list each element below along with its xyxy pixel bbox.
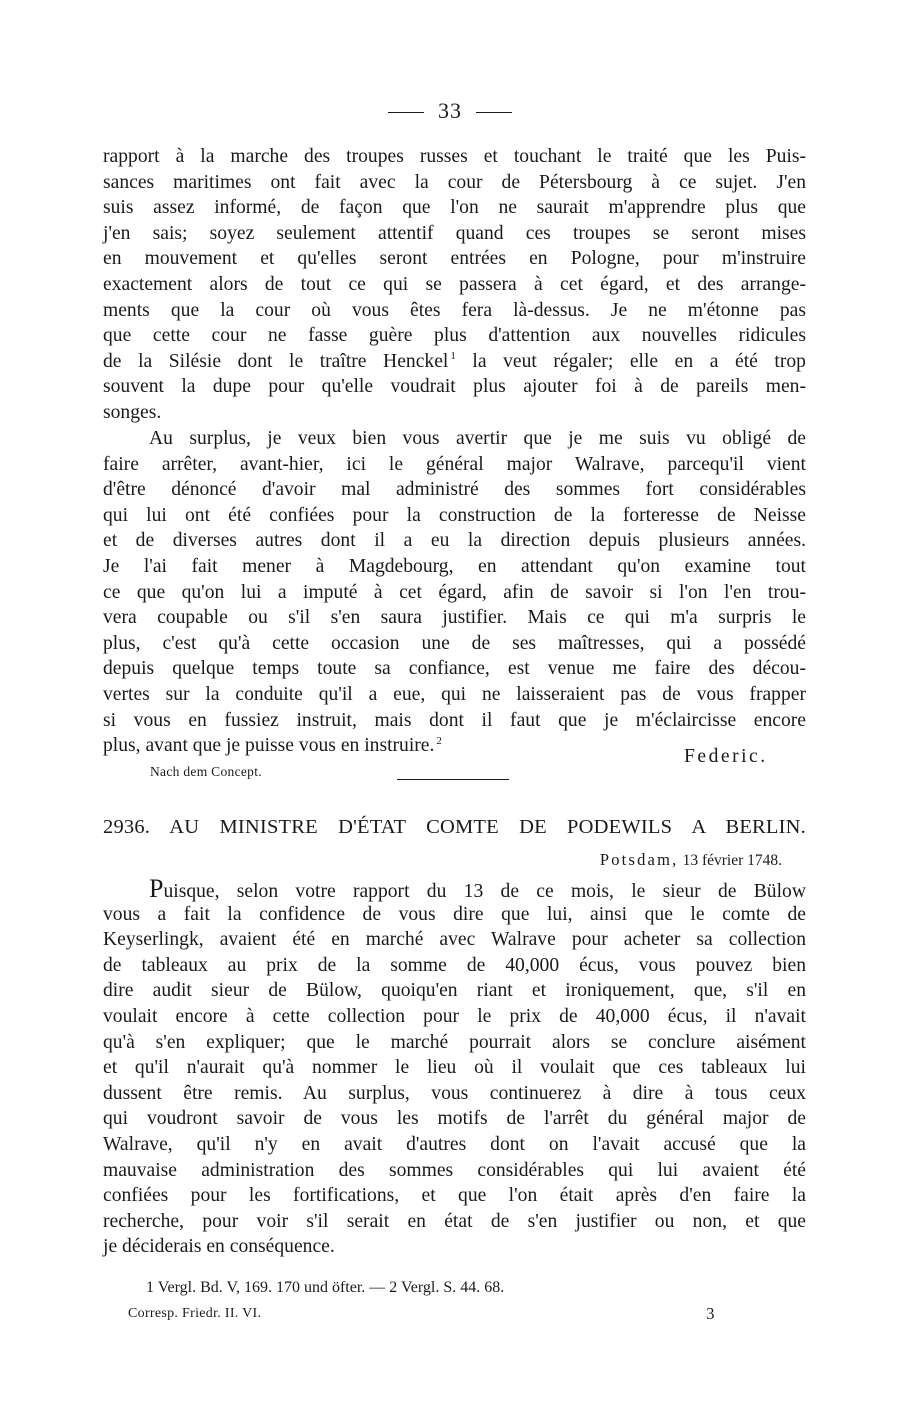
text-line: dussent être remis. Au surplus, vous continuerez à dire à tous ceux: [103, 1082, 806, 1104]
page-header: [0, 98, 900, 124]
text-line: qu'à s'en expliquer; que le marché pourrait alors se conclure aisément: [103, 1031, 806, 1053]
text-line: confiées pour les fortifications, et que l'on était après d'en faire la: [103, 1185, 806, 1207]
text-line: songes.: [103, 401, 162, 423]
footer-signature: Corresp. Friedr. II. VI.: [128, 1306, 262, 1321]
text-line: vera coupable ou s'il s'en saura justifier. Mais ce qui m'a surpris le: [103, 607, 806, 629]
text-line-with-dropcap: [103, 876, 806, 902]
text-line: dire audit sieur de Bülow, quoiqu'en riant et ironiquement, que, s'il en: [103, 980, 806, 1002]
signature: Federic.: [684, 746, 768, 767]
text-line: souvent la dupe pour qu'elle voudrait plus ajouter foi à de pareils men-: [103, 376, 806, 398]
text-line: sances maritimes ont fait avec la cour de Pétersbourg à ce sujet. J'en: [103, 171, 806, 193]
drop-cap: P: [149, 874, 164, 903]
dateline-date: 13 février 1748.: [682, 852, 782, 869]
footnote-marker: 1: [450, 350, 456, 363]
text-line: exactement alors de tout ce qui se passera à cet égard, et des arrange-: [103, 273, 806, 295]
text-line: en mouvement et qu'elles seront entrées en Pologne, pour m'instruire: [103, 248, 806, 270]
text-line: que cette cour ne fasse guère plus d'attention aux nouvelles ridicules: [103, 325, 806, 347]
text-line: vertes sur la conduite qu'il a eue, qui ne laisseraient pas de vous frapper: [103, 683, 806, 705]
text-line: et de diverses autres dont il a eu la direction depuis plusieurs années.: [103, 530, 806, 552]
paragraph-3: [103, 876, 806, 1260]
text-line: j'en sais; soyez seulement attentif quand ces troupes se seront mises: [103, 222, 806, 244]
text-line: mauvaise administration des sommes considérables qui lui avaient été: [103, 1159, 806, 1181]
text-line: suis assez informé, de façon que l'on ne saurait m'apprendre plus que: [103, 197, 806, 219]
text-line: Je l'ai fait mener à Magdebourg, en attendant qu'on examine tout: [103, 555, 806, 577]
text-line: qui voudront savoir de vous les motifs de l'arrêt du général major de: [103, 1108, 806, 1130]
text-line: recherche, pour voir s'il serait en état de s'en justifier ou non, et que: [103, 1210, 806, 1232]
footer-sheet-number: 3: [706, 1304, 715, 1323]
text-line: depuis quelque temps toute sa confiance, est venue me faire des décou-: [103, 658, 806, 680]
footnote-marker: 2: [436, 734, 442, 747]
text-line: Keyserlingk, avaient été en marché avec Walrave pour acheter sa collection: [103, 929, 806, 951]
text-line: qui lui ont été confiées pour la construction de la forteresse de Neisse: [103, 504, 806, 526]
text-line: vous a fait la confidence de vous dire que lui, ainsi que le comte de: [103, 903, 806, 925]
text-line: et qu'il n'aurait qu'à nommer le lieu où il voulait que ces tableaux lui: [103, 1057, 806, 1079]
text-line: plus, c'est qu'à cette occasion une de ses maîtresses, qui a possédé: [103, 632, 806, 654]
separator-rule: [397, 779, 509, 780]
dateline-place: Potsdam,: [599, 850, 679, 869]
page-number: 33: [438, 98, 462, 123]
text-segment: la veut régaler; elle en a été trop: [455, 350, 806, 372]
source-note: Nach dem Concept.: [150, 764, 262, 779]
header-rule-left: [388, 112, 424, 113]
letter-heading: 2936. AU MINISTRE D'ÉTAT COMTE DE PODEWILS A BERLIN.: [103, 816, 806, 838]
text-line: faire arrêter, avant-hier, ici le général major Walrave, parcequ'il vient: [103, 453, 806, 475]
paragraph-1: [103, 144, 806, 426]
text-line: Au surplus, je veux bien vous avertir que je me suis vu obligé de: [149, 428, 806, 449]
text-line: si vous en fussiez instruit, mais dont il faut que je m'éclaircisse encore: [103, 709, 806, 731]
paragraph-2: [103, 426, 806, 759]
text-line: ce que qu'on lui a imputé à cet égard, afin de savoir si l'on l'en trou-: [103, 581, 806, 603]
text-line: ments que la cour où vous êtes fera là-dessus. Je ne m'étonne pas: [103, 299, 806, 321]
text-line: de tableaux au prix de la somme de 40,000 écus, vous pouvez bien: [103, 954, 806, 976]
text-line: Walrave, qu'il n'y en avait d'autres dont on l'avait accusé que la: [103, 1133, 806, 1155]
text-segment: plus, avant que je puisse vous en instruire.: [103, 735, 435, 757]
text-line: d'être dénoncé d'avoir mal administré des sommes fort considérables: [103, 479, 806, 501]
footnotes: 1 Vergl. Bd. V, 169. 170 und öfter. — 2 Vergl. S. 44. 68.: [146, 1279, 505, 1296]
text-segment: uisque, selon votre rapport du 13 de ce mois, le sieur de Bülow: [163, 881, 806, 902]
text-line: je déciderais en conséquence.: [103, 1236, 335, 1258]
text-line: voulait encore à cette collection pour le prix de 40,000 écus, il n'avait: [103, 1005, 806, 1027]
header-rule-right: [476, 112, 512, 113]
text-segment: de la Silésie dont le traître Henckel: [103, 350, 449, 372]
text-line: rapport à la marche des troupes russes et touchant le traité que les Puis-: [103, 146, 806, 167]
dateline: [450, 850, 782, 870]
text-line-with-footnote: [103, 349, 806, 375]
